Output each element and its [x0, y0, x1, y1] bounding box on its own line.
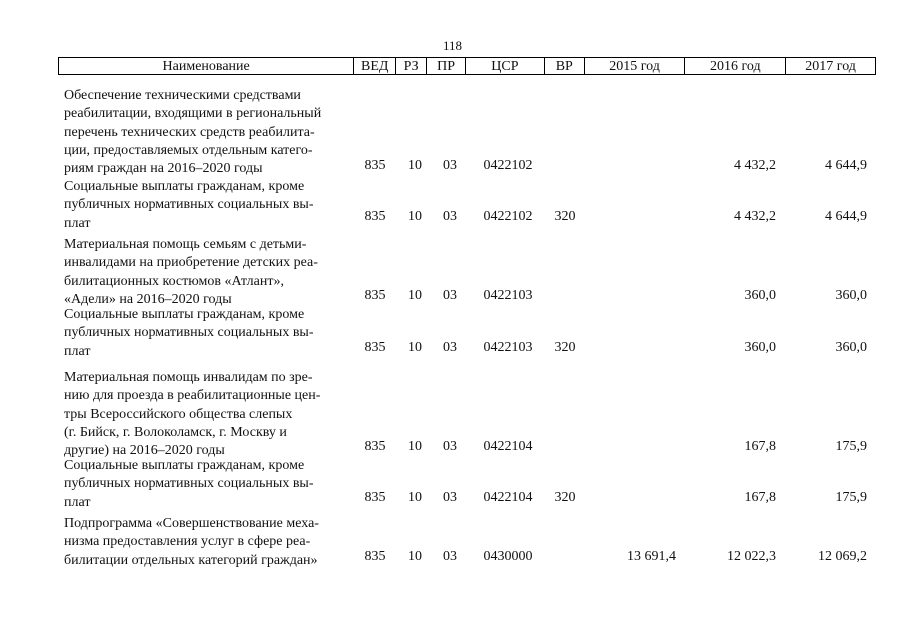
- row-name-line: плат: [64, 215, 91, 231]
- cell-csr: 0422104: [483, 490, 533, 505]
- cell-csr: 0422103: [483, 288, 533, 303]
- row-name-line: Социальные выплаты гражданам, кроме: [64, 179, 305, 194]
- cell-rz: 10: [408, 439, 422, 454]
- cell-2017: 360,0: [835, 288, 867, 303]
- cell-rz: 10: [408, 158, 422, 173]
- row-name-line: Материальная помощь семьям с детьми-: [64, 237, 307, 252]
- cell-2016: 4 432,2: [734, 209, 776, 224]
- row-name-line: тры Всероссийского общества слепых: [64, 406, 293, 422]
- cell-rz: 10: [408, 209, 422, 224]
- header-ved: ВЕД: [354, 58, 396, 74]
- cell-pr: 03: [443, 209, 457, 224]
- cell-csr: 0422102: [483, 158, 533, 173]
- cell-rz: 10: [408, 549, 422, 564]
- cell-2017: 360,0: [835, 340, 867, 355]
- header-2017: 2017 год: [805, 59, 856, 74]
- cell-vr: 320: [554, 340, 576, 355]
- row-name-line: публичных нормативных социальных вы-: [64, 476, 314, 492]
- cell-rz: 10: [408, 288, 422, 303]
- row-name-line: Социальные выплаты гражданам, кроме: [64, 307, 305, 322]
- cell-2016: 167,8: [744, 490, 776, 505]
- cell-rz: 10: [408, 490, 422, 505]
- cell-ved: 835: [364, 288, 386, 303]
- header-2016: 2016 год: [685, 58, 786, 74]
- cell-2017: 175,9: [835, 439, 867, 454]
- header-rz: РЗ: [396, 58, 427, 74]
- row-name-line: ции, предоставляемых отдельным катего-: [64, 142, 313, 158]
- header-pr: ПР: [427, 58, 466, 74]
- row-name: [64, 87, 354, 178]
- cell-csr: 0430000: [483, 549, 533, 564]
- cell-ved: 835: [364, 439, 386, 454]
- row-name-line: Подпрограмма «Совершенствование меха-: [64, 516, 319, 531]
- cell-2016: 167,8: [744, 439, 776, 454]
- cell-ved: 835: [364, 549, 386, 564]
- row-name: [64, 306, 354, 361]
- row-name-line: публичных нормативных социальных вы-: [64, 197, 314, 213]
- cell-pr: 03: [443, 288, 457, 303]
- row-name-line: реабилитации, входящими в региональный: [64, 106, 322, 122]
- row-name-line: другие) на 2016–2020 годы: [64, 443, 225, 459]
- table-header: [58, 57, 876, 75]
- cell-2016: 12 022,3: [727, 549, 776, 564]
- row-name: [64, 457, 354, 512]
- row-name-line: инвалидами на приобретение детских реа-: [64, 255, 318, 271]
- cell-vr: 320: [554, 209, 576, 224]
- cell-csr: 0422104: [483, 439, 533, 454]
- cell-2016: 360,0: [744, 340, 776, 355]
- cell-csr: 0422102: [483, 209, 533, 224]
- page-number: 118: [442, 38, 463, 53]
- header-2015: 2015 год: [585, 58, 686, 74]
- cell-ved: 835: [364, 490, 386, 505]
- row-name: [64, 369, 354, 460]
- cell-ved: 835: [364, 209, 386, 224]
- row-name-line: плат: [64, 494, 91, 510]
- cell-ved: 835: [364, 340, 386, 355]
- row-name-line: плат: [64, 343, 91, 359]
- cell-ved: 835: [364, 158, 386, 173]
- cell-2016: 360,0: [744, 288, 776, 303]
- row-name-line: Социальные выплаты гражданам, кроме: [64, 458, 305, 473]
- row-name-line: Материальная помощь инвалидам по зре-: [64, 370, 313, 385]
- cell-pr: 03: [443, 549, 457, 564]
- cell-2017: 12 069,2: [818, 549, 867, 564]
- row-name-line: риям граждан на 2016–2020 годы: [64, 161, 263, 177]
- header-vr: ВР: [545, 58, 585, 74]
- row-name-line: публичных нормативных социальных вы-: [64, 325, 314, 341]
- row-name-line: перечень технических средств реабилита-: [64, 124, 315, 140]
- cell-pr: 03: [443, 158, 457, 173]
- row-name-line: нию для проезда в реабилитационные цен-: [64, 388, 321, 404]
- cell-pr: 03: [443, 340, 457, 355]
- row-name-line: Обеспечение техническими средствами: [64, 88, 301, 103]
- row-name: [64, 515, 354, 570]
- cell-pr: 03: [443, 490, 457, 505]
- cell-pr: 03: [443, 439, 457, 454]
- row-name-line: низма предоставления услуг в сфере реа-: [64, 534, 311, 550]
- row-name-line: билитации отдельных категорий граждан»: [64, 552, 318, 568]
- cell-rz: 10: [408, 340, 422, 355]
- cell-2017: 175,9: [835, 490, 867, 505]
- cell-2015: 13 691,4: [627, 549, 676, 564]
- cell-2016: 4 432,2: [734, 158, 776, 173]
- row-name: [64, 236, 354, 309]
- cell-csr: 0422103: [483, 340, 533, 355]
- row-name-line: билитационных костюмов «Атлант»,: [64, 273, 284, 289]
- row-name-line: «Адели» на 2016–2020 годы: [64, 291, 232, 307]
- header-csr: ЦСР: [466, 58, 545, 74]
- cell-2017: 4 644,9: [825, 209, 867, 224]
- cell-vr: 320: [554, 490, 576, 505]
- row-name-line: (г. Бийск, г. Волоколамск, г. Москву и: [64, 424, 287, 440]
- row-name: [64, 178, 354, 233]
- header-name: Наименование: [59, 58, 354, 74]
- cell-2017: 4 644,9: [825, 158, 867, 173]
